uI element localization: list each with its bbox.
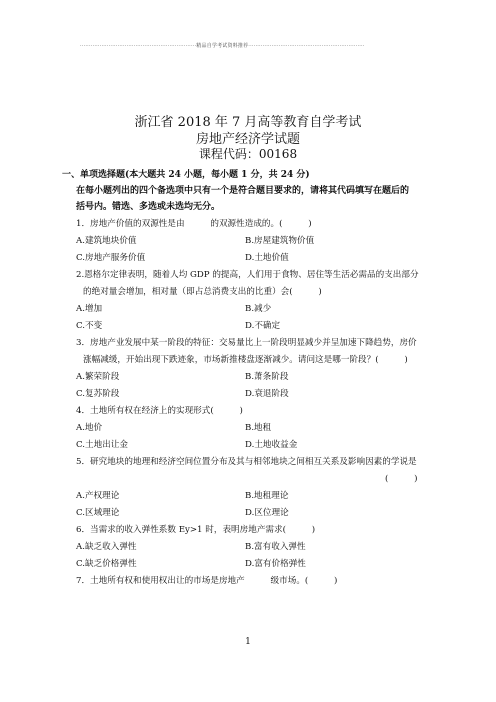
question-6-option-a: A.缺乏收入弹性 xyxy=(76,542,137,552)
page-number: 1 xyxy=(245,637,251,647)
question-4-option-c: C.土地出让金 xyxy=(76,440,128,450)
question-5-option-b: B.地租理论 xyxy=(245,491,289,501)
question-4-option-a: A.地价 xyxy=(76,423,103,433)
question-6-option-c: C.缺乏价格弹性 xyxy=(76,559,137,569)
question-3-option-b: B.萧条阶段 xyxy=(245,372,289,382)
question-5-option-a: A.产权理论 xyxy=(76,491,120,501)
question-1-stem: 1．房地产价值的双源性是由 的双源性造成的。( ) xyxy=(76,219,312,229)
question-2-option-b: B.减少 xyxy=(245,304,272,314)
question-3-stem: 3．房地产业发展中某一阶段的特征：交易量比上一阶段明显减少并呈加速下降趋势，房价 xyxy=(76,338,417,348)
question-3-option-c: C.复苏阶段 xyxy=(76,389,120,399)
section1-instruction-line1: 在每小题列出的四个备选项中只有一个是符合题目要求的，请将其代码填写在题后的 xyxy=(76,186,410,196)
course-code: 课程代码：00168 xyxy=(198,147,298,161)
question-3-option-a: A.繁荣阶段 xyxy=(76,372,120,382)
exam-title: 浙江省 2018 年 7 月高等教育自学考试 xyxy=(134,115,362,130)
section1-heading: 一、单项选择题(本大题共 24 小题，每小题 1 分，共 24 分) xyxy=(62,170,310,180)
question-2-stem-cont: 的绝对量会增加，相对量（即占总消费支出的比重）会( ) xyxy=(83,287,322,297)
question-5-option-d: D.区位理论 xyxy=(245,508,289,518)
exam-subject-title: 房地产经济学试题 xyxy=(195,132,300,147)
question-3-option-d: D.衰退阶段 xyxy=(245,389,289,399)
question-5-answer-bracket: ( ) xyxy=(385,474,418,484)
question-2-option-a: A.增加 xyxy=(76,304,103,314)
question-6-option-b: B.富有收入弹性 xyxy=(245,542,306,552)
question-5-stem: 5．研究地块的地理和经济空间位置分布及其与相邻地块之间相互关系及影响因素的学说是 xyxy=(76,457,417,467)
question-4-stem: 4．土地所有权在经济上的实现形式( ) xyxy=(76,406,243,416)
question-3-stem-cont: 涨幅减缓，开始出现下跌迹象，市场新推楼盘逐渐减少。请问这是哪一阶段？( ) xyxy=(83,355,408,365)
question-6-option-d: D.富有价格弹性 xyxy=(245,559,306,569)
question-4-option-b: B.地租 xyxy=(245,423,272,433)
question-1-option-b: B.房屋建筑物价值 xyxy=(245,236,315,246)
question-2-option-d: D.不确定 xyxy=(245,321,281,331)
question-2-option-c: C.不变 xyxy=(76,321,103,331)
question-1-option-d: D.土地价值 xyxy=(245,253,289,263)
question-7-stem: 7．土地所有权和使用权出让的市场是房地产 级市场。( ) xyxy=(76,576,338,586)
question-2-stem: 2.恩格尔定律表明，随着人均 GDP 的提高，人们用于食物、居住等生活必需品的支出部分 xyxy=(76,270,419,280)
question-1-option-a: A.建筑地块价值 xyxy=(76,236,137,246)
question-1-option-c: C.房地产服务价值 xyxy=(76,253,146,263)
section1-instruction-line2: 括号内。错选、多选或未选均无分。 xyxy=(76,202,221,212)
question-6-stem: 6．当需求的收入弹性系数 Ey>1 时，表明房地产需求( ) xyxy=(76,525,316,535)
question-4-option-d: D.土地收益金 xyxy=(245,440,298,450)
page-header-banner: ·································································精品自学考试资料推荐································································· xyxy=(80,43,365,49)
question-5-option-c: C.区域理论 xyxy=(76,508,120,518)
